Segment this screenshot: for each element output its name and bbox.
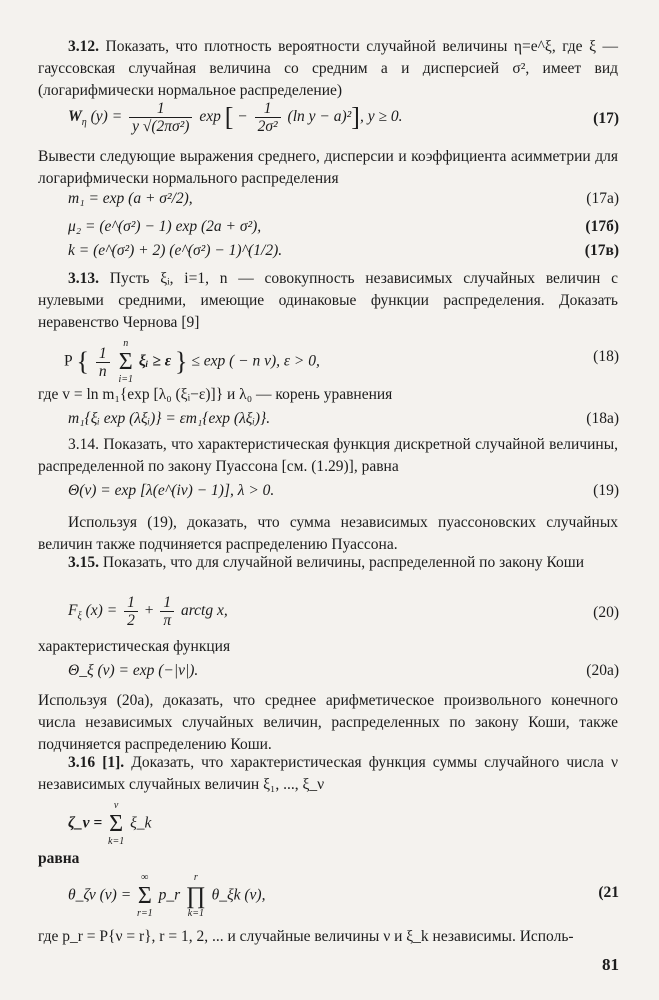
sum-operator: ∞ Σ r=1	[137, 872, 153, 919]
eq-rhs: ≤ exp ( − n v), ε > 0,	[191, 352, 320, 370]
eq-mid: p_r	[158, 886, 181, 904]
eq-inner-rest: (ln y − a)²	[287, 108, 352, 126]
equation-17b	[0, 218, 659, 242]
problem-3-15	[38, 552, 618, 574]
problem-number: 3.14.	[68, 436, 99, 453]
eq-arg: (y) =	[90, 108, 123, 126]
equation-20a	[0, 662, 659, 686]
eq-cond: , y ≥ 0.	[359, 108, 403, 126]
eq-rest: θ_ξk (v),	[211, 886, 266, 904]
problem-text: Показать, что характеристическая функция дискретной случайной величины, распределенной по закону Пуассона [см. (1.29)], равна	[38, 436, 618, 475]
paragraph-ravna: равна	[38, 850, 80, 867]
paragraph-after-19: Используя (19), доказать, что сумма независимых пуассоновских случайных величин также подчиняется распределению Пуассона.	[38, 514, 618, 553]
eq-exp: exp	[199, 108, 221, 126]
equation-label: (17в)	[584, 242, 619, 259]
equation-18: P { $\frac{1}{n}$ n Σ i=1 ξᵢ ≥ ε } ≤ exp ( − n v), ε > 0, (18)	[64, 338, 619, 385]
eq-p: P	[64, 352, 73, 370]
eq-arg: (x) =	[85, 602, 118, 620]
paragraph-after-20: характеристическая функция	[38, 638, 231, 655]
eq-text: m₁ = exp (a + σ²/2),	[68, 190, 193, 207]
eq-lhs: θ_ζν (v) =	[68, 886, 132, 904]
paragraph-last: где p_r = P{ν = r}, r = 1, 2, ... и случайные величины ν и ξ_k независимы. Исполь-	[38, 928, 574, 945]
equation-label: (17б)	[585, 218, 619, 235]
eq-rest: arctg x,	[180, 602, 228, 620]
problem-number: 3.13.	[68, 270, 99, 287]
equation-label: (17а)	[586, 190, 619, 207]
problem-3-13	[38, 268, 618, 334]
problem-text: Показать, что плотность вероятности случайной величины η=e^ξ, где ξ — гауссовская случайная величина со средним a и дисперсией σ², имеет вид (логарифмически нормальное распределение)	[38, 38, 619, 99]
equation-19	[0, 482, 659, 506]
equation-17a	[0, 190, 659, 214]
equation-21	[0, 872, 659, 918]
equation-17v	[0, 242, 659, 266]
eq-lhs: F	[68, 602, 78, 620]
paragraph-after-17: Вывести следующие выражения среднего, дисперсии и коэффициента асимметрии для логарифмически нормального распределения	[38, 148, 618, 187]
problem-text: Пусть ξᵢ, i=1, n — совокупность независимых случайных величин с нулевыми средними, имеющие одинаковые функции распределения. Доказать неравенство Чернова [9]	[38, 270, 618, 331]
eq-summand: ξᵢ ≥ ε	[138, 352, 172, 370]
equation-label: (18а)	[586, 410, 619, 427]
paragraph-after-20a: Используя (20а), доказать, что среднее арифметическое произвольного конечного числа независимых случайных величин, распределенных по закону Коши, также подчиняется распределению Коши.	[38, 692, 618, 753]
eq-text: k = (e^(σ²) + 2) (e^(σ²) − 1)^(1/2).	[68, 242, 283, 259]
eq-text: Θ(v) = exp [λ(e^(iv) − 1)], λ > 0.	[68, 482, 275, 499]
product-operator: r ∏ k=1	[185, 872, 206, 919]
equation-17: $W_\eta$ (y) = $\frac{1}{\text{y √(2πσ²)}}$ exp [ − $\frac{1}{\text{2σ²}}$ (ln y − a)²], y ≥ 0. (17)	[68, 100, 619, 135]
eq-sub: η	[81, 117, 87, 129]
equation-label: (17)	[593, 110, 619, 127]
eq-lhs: W	[68, 108, 82, 126]
problem-3-12	[38, 36, 618, 102]
equation-zeta	[0, 800, 659, 846]
equation-label: (20а)	[586, 662, 619, 679]
eq-summand: ξ_k	[130, 814, 152, 832]
eq-lhs: ζ_ν =	[68, 814, 103, 832]
equation-20: $F_\xi$ (x) = $\frac{1}{2}$ + $\frac{1}{\pi}$ arctg x, (20)	[68, 594, 619, 629]
eq-frac: $\frac{1}{n}$	[96, 345, 110, 380]
problem-text: Показать, что для случайной величины, распределенной по закону Коши	[102, 554, 585, 571]
eq-text: μ₂ = (e^(σ²) − 1) exp (2a + σ²),	[68, 218, 262, 235]
sum-operator: n Σ i=1	[118, 338, 134, 385]
equation-18a	[0, 410, 659, 434]
eq-text: m₁{ξᵢ exp (λξᵢ)} = εm₁{exp (λξᵢ)}.	[68, 410, 271, 427]
problem-number: 3.16 [1].	[68, 754, 125, 771]
equation-label: (18)	[593, 348, 619, 365]
page-number: 81	[602, 955, 619, 974]
problem-number: 3.15.	[68, 554, 99, 571]
eq-inner-frac: $\frac{1}{\text{2σ²}}$	[255, 100, 281, 135]
sum-operator: ν Σ k=1	[108, 800, 125, 847]
eq-frac-1: $\frac{1}{2}$	[124, 594, 138, 629]
equation-label: (21	[598, 884, 619, 901]
problem-3-14	[38, 434, 618, 478]
problem-text: Доказать, что характеристическая функция суммы случайного числа ν независимых случайных величин ξ₁, ..., ξ_ν	[38, 754, 619, 793]
problem-3-16	[38, 752, 618, 796]
problem-number: 3.12.	[68, 38, 99, 55]
equation-label: (19)	[593, 482, 619, 499]
equation-label: (20)	[593, 604, 619, 621]
eq-frac: $\frac{1}{\text{y √(2πσ²)}}$	[129, 100, 192, 135]
eq-text: Θ_ξ (v) = exp (−|v|).	[68, 662, 199, 679]
eq-frac-2: $\frac{1}{\pi}$	[160, 594, 174, 629]
paragraph-after-18: где v = ln m₁{exp [λ₀ (ξᵢ−ε)]} и λ₀ — корень уравнения	[38, 386, 393, 403]
